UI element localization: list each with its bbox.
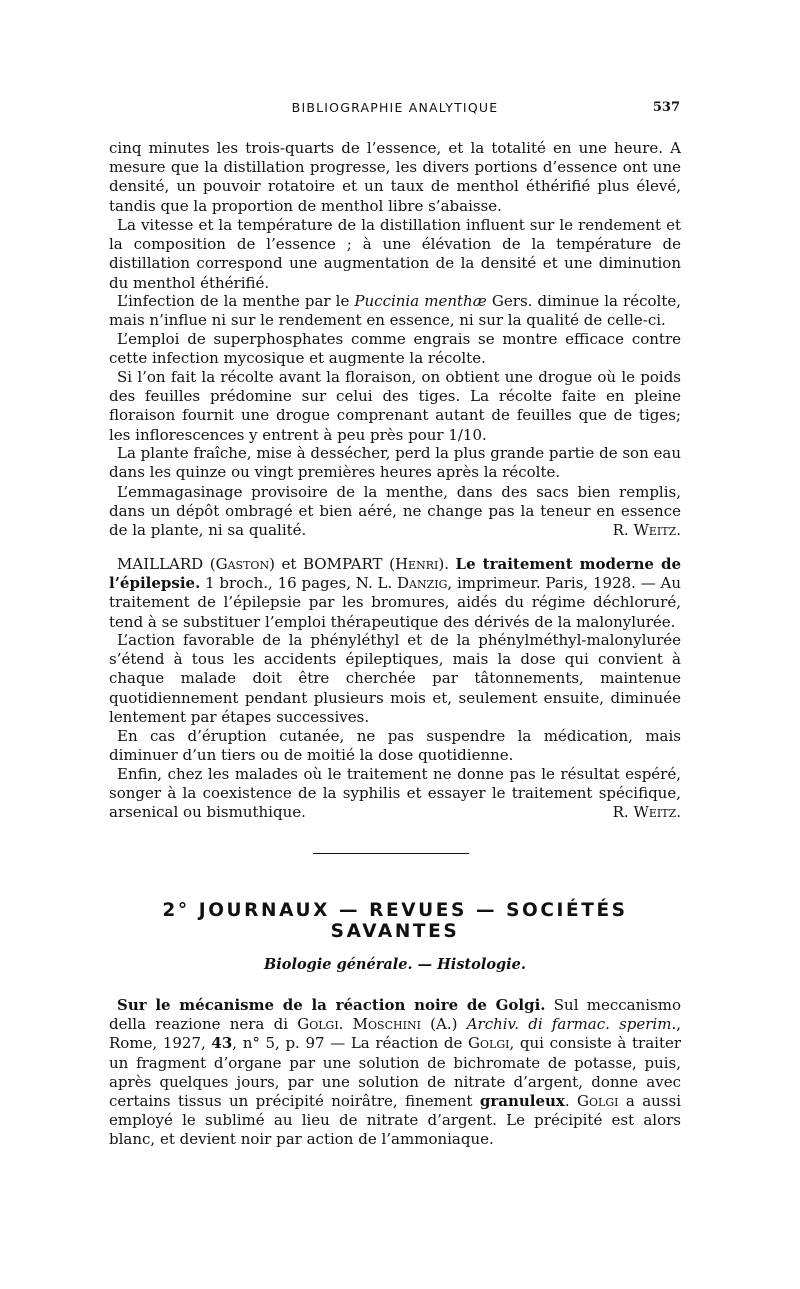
printer-name: Danzig bbox=[397, 574, 448, 593]
paragraph: La vitesse et la température de la distillation influent sur le rendement et la composition de l’essence ; à une élévation de la température de distillation correspond une augmentation de la densité et une diminution du menthol éthérifié. bbox=[109, 216, 681, 292]
paragraph: En cas d’éruption cutanée, ne pas suspendre la médication, mais diminuer d’un tiers ou de moitié la dose quotidienne. bbox=[109, 727, 681, 765]
text-span: 1 broch., 16 pages, N. L. bbox=[200, 574, 398, 593]
species-name: Puccinia menthæ bbox=[354, 292, 487, 310]
text-span: , Rome, 1927, bbox=[109, 1015, 682, 1053]
text-span: . bbox=[564, 1092, 578, 1111]
article-title: Sur le mécanisme de la réaction noire de Golgi. bbox=[117, 996, 546, 1014]
text-span: Gers. diminue la récolte, mais n’influe ni sur le rendement en essence, ni sur la qualité de celle-ci. bbox=[109, 292, 681, 330]
section-divider bbox=[313, 853, 469, 854]
text-span: L’infection de la menthe par le bbox=[117, 292, 355, 310]
text-span: a aussi employé le sublimé au lieu de nitrate d’argent. Le précipité est alors blanc, et devient noir par action de l’ammoniaque. bbox=[109, 1092, 681, 1149]
signature: R. Weitz. bbox=[612, 521, 681, 540]
paragraph bbox=[109, 765, 681, 823]
running-title: BIBLIOGRAPHIE ANALYTIQUE bbox=[291, 100, 499, 115]
author-firstname: Henri bbox=[394, 555, 439, 573]
paragraph: L’action favorable de la phényléthyl et de la phénylméthyl-malonylurée s’étend à tous les accidents épileptiques, mais la dose qui convient à chaque malade doit être cherchée par tâtonnements, maintenue quotidiennement pendant plusieurs mois et, seulement ensuite, diminuée lentement par étapes successives. bbox=[109, 631, 681, 726]
text-span: Sul meccanismo della reazione nera di bbox=[109, 996, 681, 1034]
paragraph bbox=[109, 996, 681, 1150]
running-header bbox=[110, 100, 680, 122]
text-span: L’emmagasinage provisoire de la menthe, dans des sacs bien remplis, dans un dépôt ombragé et bien aéré, ne change pas la teneur en essence de la plante, ni sa qualité. bbox=[109, 483, 681, 540]
volume-number: 43 bbox=[211, 1034, 233, 1053]
author-name: Moschini bbox=[352, 1015, 421, 1034]
text-span: MAILLARD ( bbox=[117, 555, 216, 573]
text-span: , imprimeur. Paris, 1928. — Au traitement de l’épilepsie par les bromures, aidés du régime déchloruré, tend à se substituer l’emploi thérapeutique des dérivés de la malonylurée. bbox=[109, 574, 682, 631]
paragraph bbox=[109, 555, 681, 632]
paragraph: cinq minutes les trois-quarts de l’essence, et la totalité en une heure. A mesure que la distillation progresse, les divers portions d’essence ont une densité, un pouvoir rotatoire et un taux de menthol éthérifié plus élevé, tandis que la proportion de menthol libre s’abaisse. bbox=[109, 139, 681, 215]
paragraph: Si l’on fait la récolte avant la floraison, on obtient une drogue où le poids des feuilles prédomine sur celui des tiges. La récolte faite en pleine floraison fournit une drogue comprenant autant de feuilles que de tiges; les inflorescences y entrent à peu près pour 1/10. bbox=[109, 368, 681, 444]
paragraph bbox=[109, 483, 681, 541]
text-span: ). bbox=[438, 555, 456, 573]
emphasis: granuleux bbox=[479, 1092, 565, 1111]
text-span: ) et BOMPART ( bbox=[269, 555, 395, 573]
text-span: . bbox=[338, 1015, 353, 1034]
paragraph: L’emploi de superphosphates comme engrais se montre efficace contre cette infection mycosique et augmente la récolte. bbox=[109, 330, 681, 368]
text-span: (A.) bbox=[420, 1015, 467, 1034]
paragraph bbox=[109, 292, 681, 330]
author-name: Golgi bbox=[577, 1092, 619, 1111]
signature: R. Weitz. bbox=[612, 803, 681, 822]
text-span: Enfin, chez les malades où le traitement ne donne pas le résultat espéré, songer à la coexistence de la syphilis et essayer le traitement spécifique, arsenical ou bismuthique. bbox=[109, 765, 681, 822]
page-number: 537 bbox=[652, 100, 680, 115]
subsection-heading: Biologie générale. — Histologie. bbox=[264, 956, 526, 973]
author-name: Golgi bbox=[297, 1015, 339, 1034]
article-title: Le traitement moderne de l’épilepsie. bbox=[109, 555, 681, 593]
author-name: Golgi bbox=[468, 1034, 510, 1053]
paragraph: La plante fraîche, mise à dessécher, perd la plus grande partie de son eau dans les quinze ou vingt premières heures après la récolte. bbox=[109, 444, 681, 482]
text-span: , n° 5, p. 97 — La réaction de bbox=[232, 1034, 469, 1053]
section-heading: 2° JOURNAUX — REVUES — SOCIÉTÉS SAVANTES bbox=[162, 900, 628, 942]
author-firstname: Gaston bbox=[215, 555, 270, 573]
journal-name: Archiv. di farmac. sperim. bbox=[466, 1015, 677, 1034]
text-span: , qui consiste à traiter un fragment d’organe par une solution de bichromate de potasse, puis, après quelques jours, par une solution de nitrate d’argent, donne avec certains tissus un précipité noirâtre, finement bbox=[109, 1034, 682, 1111]
